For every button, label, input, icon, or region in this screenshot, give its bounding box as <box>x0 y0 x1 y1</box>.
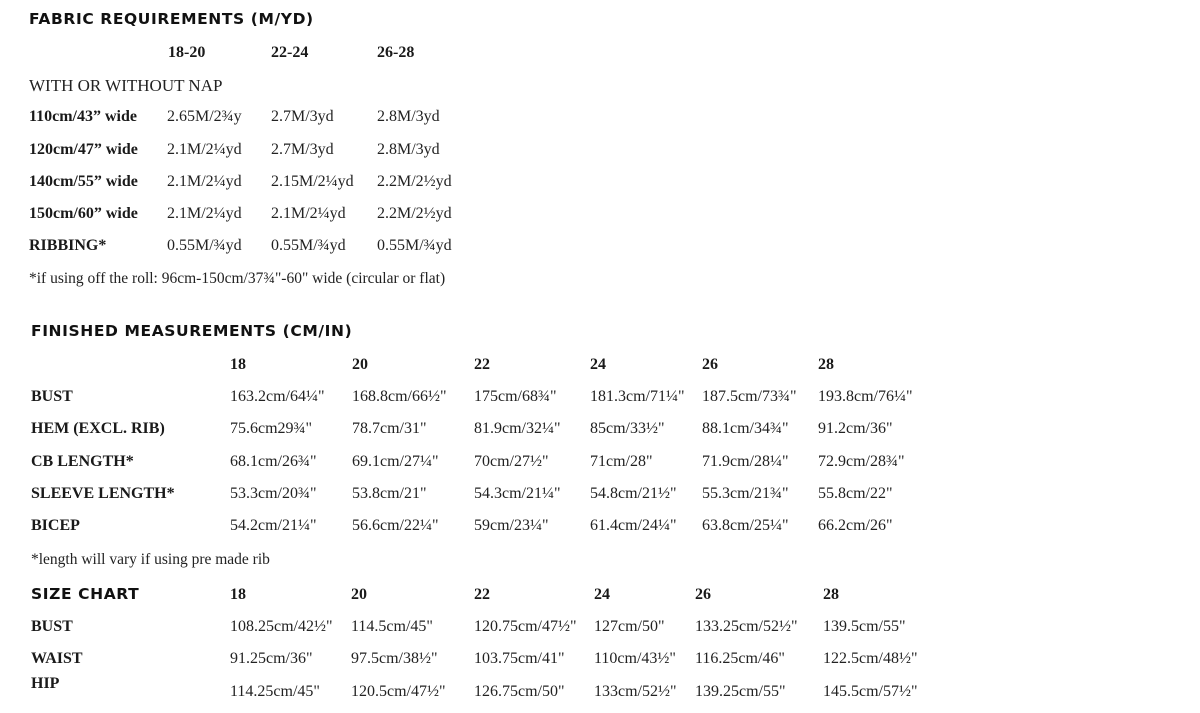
finished-cell: 163.2cm/64¼" <box>230 388 325 405</box>
sizechart-cell: 133cm/52½" <box>594 683 677 700</box>
sizechart-cell: 108.25cm/42½" <box>230 618 333 635</box>
finished-cell: 66.2cm/26" <box>818 517 893 534</box>
finished-cell: 63.8cm/25¼" <box>702 517 789 534</box>
fabric-row-label: 120cm/47” wide <box>29 141 138 158</box>
finished-cell: 53.3cm/20¾" <box>230 485 317 502</box>
fabric-cell: 2.7M/3yd <box>271 141 334 158</box>
sizechart-cell: 139.5cm/55" <box>823 618 906 635</box>
sizechart-cell: 120.5cm/47½" <box>351 683 446 700</box>
finished-cell: 81.9cm/32¼" <box>474 420 561 437</box>
sizechart-cell: 114.25cm/45" <box>230 683 320 700</box>
finished-cell: 193.8cm/76¼" <box>818 388 913 405</box>
sizechart-cell: 91.25cm/36" <box>230 650 313 667</box>
finished-cell: 55.8cm/22" <box>818 485 893 502</box>
finished-cell: 53.8cm/21" <box>352 485 427 502</box>
fabric-row-label: 110cm/43” wide <box>29 108 137 125</box>
fabric-cell: 0.55M/¾yd <box>377 237 452 254</box>
finished-cell: 88.1cm/34¾" <box>702 420 789 437</box>
fabric-row-label: 140cm/55” wide <box>29 173 138 190</box>
finished-heading: FINISHED MEASUREMENTS (CM/IN) <box>31 322 353 340</box>
sizechart-cell: 133.25cm/52½" <box>695 618 798 635</box>
finished-cell: 54.3cm/21¼" <box>474 485 561 502</box>
finished-row-label: SLEEVE LENGTH* <box>31 485 175 502</box>
sizechart-col: 20 <box>351 586 367 603</box>
sizechart-cell: 116.25cm/46" <box>695 650 785 667</box>
finished-col: 22 <box>474 356 490 373</box>
sizechart-cell: 103.75cm/41" <box>474 650 565 667</box>
finished-col: 26 <box>702 356 718 373</box>
finished-cell: 54.8cm/21½" <box>590 485 677 502</box>
sizechart-cell: 114.5cm/45" <box>351 618 433 635</box>
finished-cell: 72.9cm/28¾" <box>818 453 905 470</box>
fabric-note: *if using off the roll: 96cm-150cm/37¾"-60" wide (circular or flat) <box>29 270 446 287</box>
finished-row-label: BICEP <box>31 517 80 534</box>
finished-col: 24 <box>590 356 606 373</box>
finished-cell: 91.2cm/36" <box>818 420 893 437</box>
fabric-cell: 2.1M/2¼yd <box>167 141 242 158</box>
fabric-cell: 2.8M/3yd <box>377 141 440 158</box>
finished-col: 18 <box>230 356 246 373</box>
finished-row-label: BUST <box>31 388 73 405</box>
finished-cell: 181.3cm/71¼" <box>590 388 685 405</box>
finished-cell: 56.6cm/22¼" <box>352 517 439 534</box>
finished-cell: 54.2cm/21¼" <box>230 517 317 534</box>
sizechart-heading: SIZE CHART <box>31 585 140 603</box>
fabric-cell: 2.1M/2¼yd <box>167 205 242 222</box>
fabric-cell: 2.2M/2½yd <box>377 205 452 222</box>
sizechart-row-label: BUST <box>31 618 73 635</box>
sizechart-col: 26 <box>695 586 711 603</box>
fabric-cell: 2.65M/2¾y <box>167 108 242 125</box>
finished-cell: 61.4cm/24¼" <box>590 517 677 534</box>
finished-cell: 71cm/28" <box>590 453 653 470</box>
finished-cell: 187.5cm/73¾" <box>702 388 797 405</box>
fabric-cell: 0.55M/¾yd <box>167 237 242 254</box>
finished-cell: 68.1cm/26¾" <box>230 453 317 470</box>
fabric-col-18-20: 18-20 <box>168 44 206 61</box>
sizechart-cell: 97.5cm/38½" <box>351 650 438 667</box>
sizechart-col: 18 <box>230 586 246 603</box>
fabric-row-label: 150cm/60” wide <box>29 205 138 222</box>
finished-cell: 78.7cm/31" <box>352 420 427 437</box>
fabric-heading: FABRIC REQUIREMENTS (M/YD) <box>29 10 314 28</box>
finished-cell: 168.8cm/66½" <box>352 388 447 405</box>
fabric-col-22-24: 22-24 <box>271 44 309 61</box>
fabric-cell: 2.1M/2¼yd <box>167 173 242 190</box>
fabric-cell: 2.2M/2½yd <box>377 173 452 190</box>
sizechart-cell: 145.5cm/57½" <box>823 683 918 700</box>
finished-row-label: HEM (EXCL. RIB) <box>31 420 165 437</box>
sizechart-cell: 127cm/50" <box>594 618 665 635</box>
sizechart-cell: 110cm/43½" <box>594 650 676 667</box>
sizechart-row-label: HIP <box>31 675 60 692</box>
sizechart-cell: 139.25cm/55" <box>695 683 786 700</box>
fabric-cell: 0.55M/¾yd <box>271 237 346 254</box>
fabric-row-label: RIBBING* <box>29 237 107 254</box>
finished-cell: 71.9cm/28¼" <box>702 453 789 470</box>
sizechart-col: 28 <box>823 586 839 603</box>
sizechart-row-label: WAIST <box>31 650 83 667</box>
sizechart-cell: 122.5cm/48½" <box>823 650 918 667</box>
finished-col: 28 <box>818 356 834 373</box>
fabric-cell: 2.1M/2¼yd <box>271 205 346 222</box>
finished-note: *length will vary if using pre made rib <box>31 551 270 568</box>
finished-cell: 55.3cm/21¾" <box>702 485 789 502</box>
fabric-cell: 2.8M/3yd <box>377 108 440 125</box>
sizechart-col: 24 <box>594 586 610 603</box>
finished-cell: 75.6cm29¾" <box>230 420 313 437</box>
finished-col: 20 <box>352 356 368 373</box>
finished-cell: 70cm/27½" <box>474 453 549 470</box>
fabric-subheading: WITH OR WITHOUT NAP <box>29 76 223 95</box>
finished-cell: 175cm/68¾" <box>474 388 557 405</box>
finished-cell: 69.1cm/27¼" <box>352 453 439 470</box>
fabric-cell: 2.7M/3yd <box>271 108 334 125</box>
sizechart-cell: 120.75cm/47½" <box>474 618 577 635</box>
fabric-col-26-28: 26-28 <box>377 44 415 61</box>
finished-cell: 59cm/23¼" <box>474 517 549 534</box>
sizechart-cell: 126.75cm/50" <box>474 683 565 700</box>
fabric-cell: 2.15M/2¼yd <box>271 173 354 190</box>
finished-cell: 85cm/33½" <box>590 420 665 437</box>
sizechart-col: 22 <box>474 586 490 603</box>
finished-row-label: CB LENGTH* <box>31 453 134 470</box>
